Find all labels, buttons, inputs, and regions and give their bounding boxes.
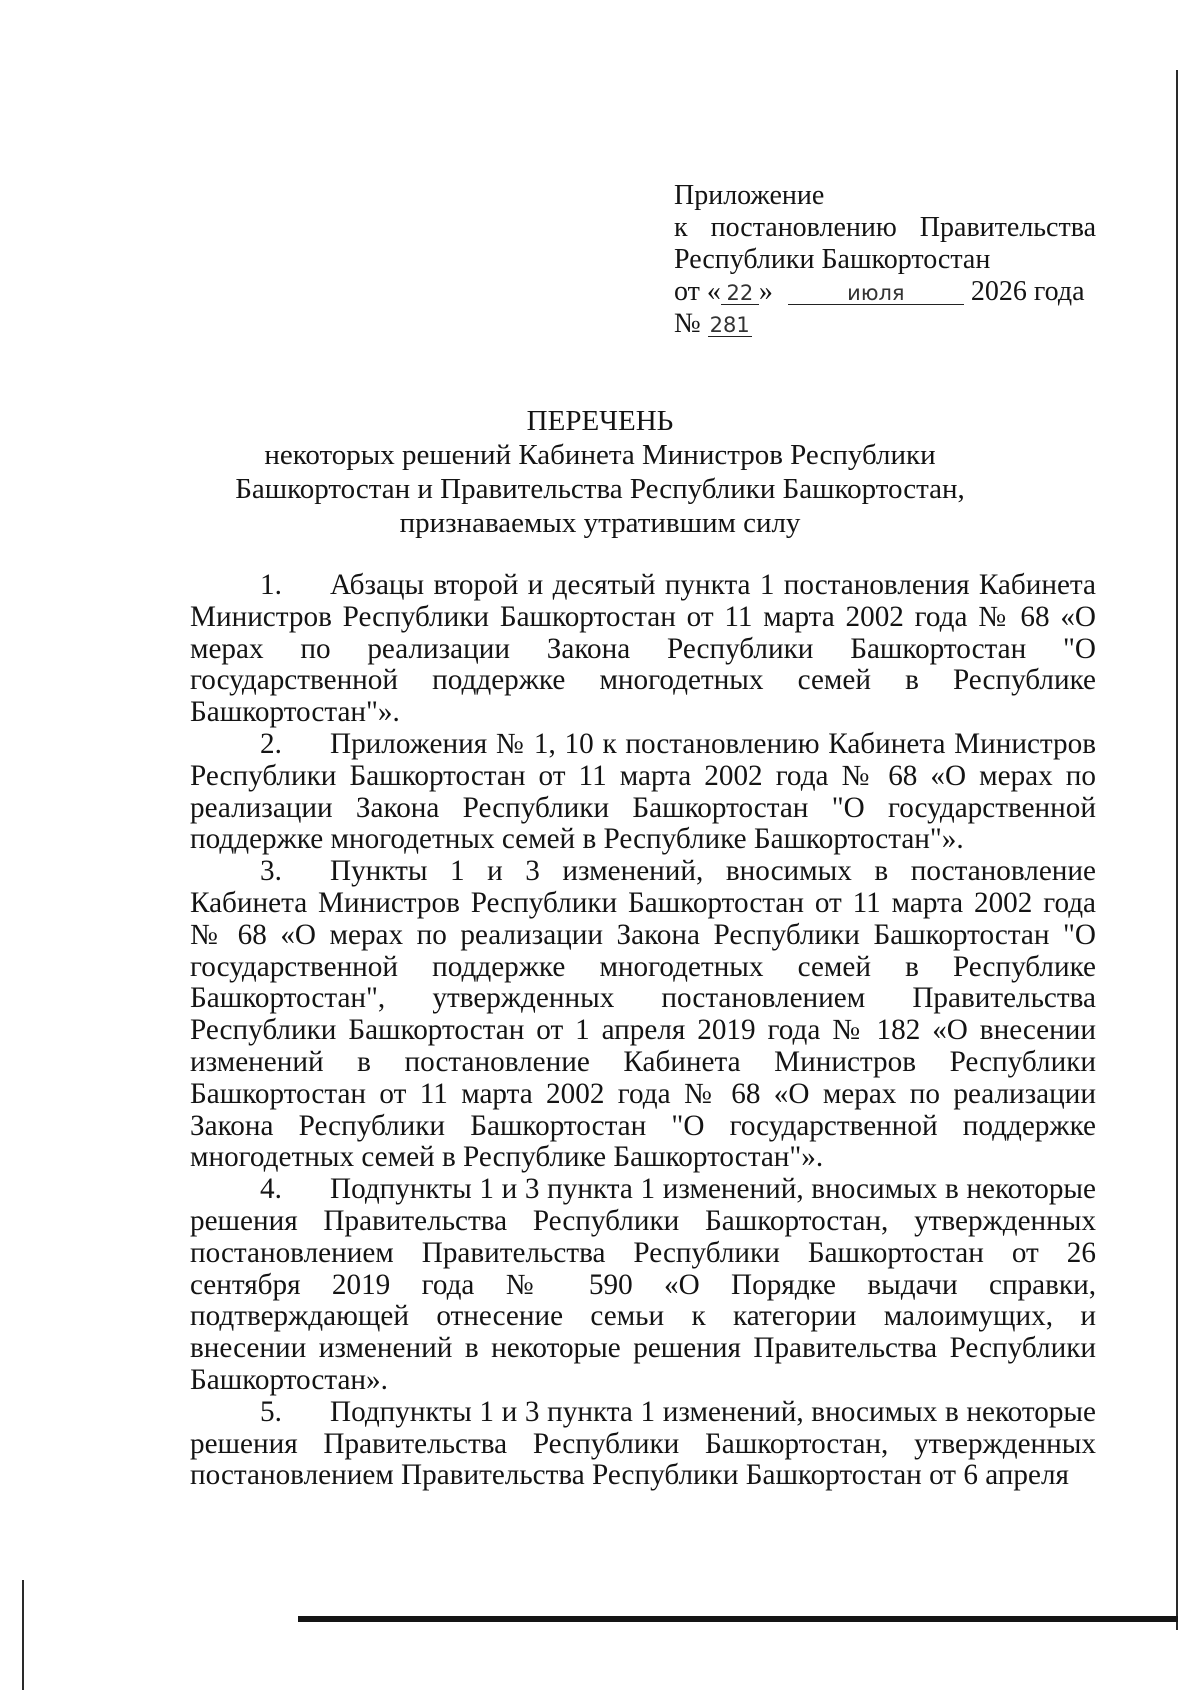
list-item — [190, 1397, 1096, 1492]
appendix-block — [674, 180, 1096, 340]
date-prefix: от « — [674, 276, 721, 307]
title-line-3: признаваемых утратившим силу — [399, 507, 801, 539]
list-item — [190, 1174, 1096, 1397]
scan-edge-bottom — [298, 1616, 1178, 1622]
list-item — [190, 570, 1096, 729]
item-number: 4. — [260, 1173, 282, 1206]
item-text: Пункты 1 и 3 изменений, вносимых в постановление Кабинета Министров Республики Башкортостан от 11 марта 2002 года № 68 «О мерах по реализации Закона Республики Башкортостан "О государственной поддержке многодетных семей в Республике Башкортостан", утвержденных постановлением Правительства Республики Башкортостан от 1 апреля 2019 года № 182 «О внесении изменений в постановление Кабинета Министров Республики Башкортостан от 11 марта 2002 года № 68 «О мерах по реализации Закона Республики Башкортостан "О государственной поддержке многодетных семей в Республике Башкортостан"». — [190, 855, 1096, 1174]
date-day: 22 — [721, 282, 759, 305]
item-text: Подпункты 1 и 3 пункта 1 изменений, вносимых в некоторые решения Правительства Республики Башкортостан, утвержденных постановлением Правительства Республики Башкортостан от 6 апреля — [190, 1395, 1096, 1492]
document-body — [190, 570, 1096, 1492]
date-mid: » — [758, 276, 773, 307]
appendix-date-line — [674, 276, 1096, 308]
item-text: Приложения № 1, 10 к постановлению Кабинета Министров Республики Башкортостан от 11 марта 2002 года № 68 «О мерах по реализации Закона Республики Башкортостан "О государственной поддержке многодетных семей в Республике Башкортостан"». — [190, 727, 1096, 856]
item-number: 1. — [260, 569, 282, 601]
date-year: 2026 года — [970, 276, 1085, 307]
item-number: 5. — [260, 1395, 282, 1428]
item-text: Абзацы второй и десятый пункта 1 постановления Кабинета Министров Республики Башкортостан от 11 марта 2002 года № 68 «О мерах по реализации Закона Республики Башкортостан "О государственной поддержке многодетных семей в Республике Башкортостан"». — [190, 569, 1096, 729]
number-value: 281 — [709, 313, 750, 337]
title-heading: ПЕРЕЧЕНЬ — [526, 405, 674, 437]
list-item — [190, 729, 1096, 856]
title-line-1: некоторых решений Кабинета Министров Республики — [264, 439, 936, 471]
appendix-number-line — [674, 308, 1096, 340]
scan-edge-left — [22, 1580, 24, 1690]
item-text: Подпункты 1 и 3 пункта 1 изменений, вносимых в некоторые решения Правительства Республики Башкортостан, утвержденных постановлением Правительства Республики Башкортостан от 26 сентября 2019 года № 590 «О Порядке выдачи справки, подтверждающей отнесение семьи к категории малоимущих, и внесении изменений в некоторые решения Правительства Республики Башкортостан». — [190, 1173, 1096, 1396]
list-item — [190, 856, 1096, 1174]
item-number: 2. — [260, 727, 282, 760]
scan-edge-right — [1176, 70, 1178, 1630]
appendix-resolution-line: к постановлению Правительства — [674, 212, 1096, 243]
number-prefix: № — [674, 308, 701, 339]
date-month: июля — [788, 282, 964, 305]
item-number: 3. — [260, 855, 282, 888]
appendix-republic-line: Республики Башкортостан — [674, 244, 991, 275]
document-title — [160, 404, 1040, 540]
title-line-2: Башкортостан и Правительства Республики Башкортостан, — [235, 473, 965, 505]
appendix-title: Приложение — [674, 180, 825, 211]
